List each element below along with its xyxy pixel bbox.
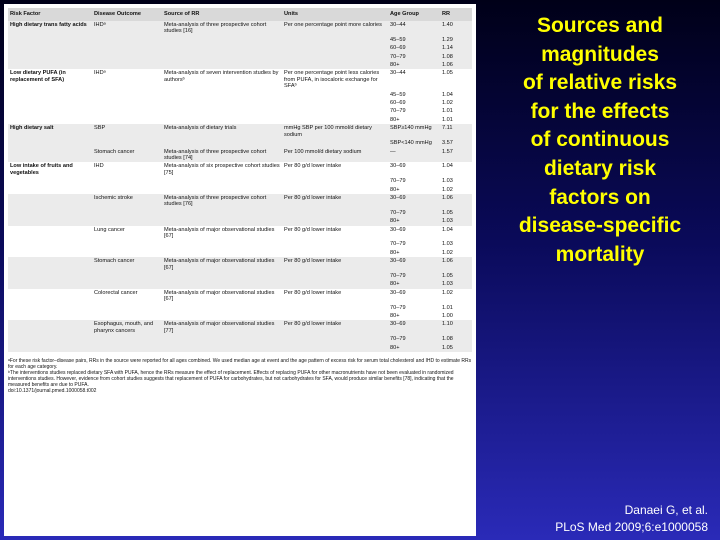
cell-disease-outcome: [92, 217, 162, 225]
cell-age-group: 70–79: [388, 304, 440, 312]
title-line: factors on: [549, 185, 651, 209]
cell-source: [162, 209, 282, 217]
cell-rr: 1.06: [440, 257, 472, 272]
cell-age-group: 70–79: [388, 335, 440, 343]
cell-units: [282, 335, 388, 343]
cell-disease-outcome: [92, 249, 162, 257]
table-row: [8, 107, 472, 115]
cell-disease-outcome: [92, 312, 162, 320]
table-row: [8, 280, 472, 288]
cell-rr: 7.11: [440, 124, 472, 139]
cell-source: Meta-analysis of three prospective cohort studies [16]: [162, 21, 282, 36]
cell-rr: 1.06: [440, 61, 472, 69]
cell-rr: 1.02: [440, 99, 472, 107]
table-row: [8, 21, 472, 36]
cell-source: Meta-analysis of seven intervention studies by authorsᵇ: [162, 69, 282, 90]
cell-units: [282, 186, 388, 194]
cell-rr: 1.01: [440, 116, 472, 124]
table-row: [8, 162, 472, 177]
table-row: [8, 240, 472, 248]
table-row: [8, 335, 472, 343]
title-line: disease-specific: [518, 214, 682, 238]
table-header-row: [8, 8, 472, 21]
cell-source: [162, 177, 282, 185]
cell-units: Per 80 g/d lower intake: [282, 226, 388, 241]
cell-rr: 1.02: [440, 249, 472, 257]
cell-age-group: 30–44: [388, 21, 440, 36]
header-rr: RR: [440, 8, 472, 21]
table-row: [8, 44, 472, 52]
table-row: [8, 344, 472, 352]
cell-disease-outcome: [92, 335, 162, 343]
cell-age-group: 30–69: [388, 162, 440, 177]
cell-age-group: SBP≥140 mmHg: [388, 124, 440, 139]
cell-risk-factor: [8, 116, 92, 124]
header-source-of-rr: Source of RR: [162, 8, 282, 21]
cell-disease-outcome: [92, 344, 162, 352]
cell-source: [162, 249, 282, 257]
cell-risk-factor: [8, 148, 92, 163]
cell-risk-factor: [8, 186, 92, 194]
cell-rr: 1.05: [440, 344, 472, 352]
cell-source: [162, 272, 282, 280]
cell-risk-factor: [8, 304, 92, 312]
cell-risk-factor: [8, 36, 92, 44]
cell-units: [282, 99, 388, 107]
cell-risk-factor: [8, 194, 92, 209]
table-row: [8, 194, 472, 209]
cell-source: Meta-analysis of major observational studies [67]: [162, 257, 282, 272]
cell-risk-factor: [8, 320, 92, 335]
cell-source: [162, 217, 282, 225]
cell-risk-factor: [8, 139, 92, 147]
cell-age-group: 30–69: [388, 194, 440, 209]
table-document: [4, 4, 476, 536]
cell-risk-factor: [8, 99, 92, 107]
cell-risk-factor: [8, 226, 92, 241]
table-row: [8, 272, 472, 280]
cell-age-group: 70–79: [388, 107, 440, 115]
table-row: [8, 36, 472, 44]
cell-disease-outcome: Ischemic stroke: [92, 194, 162, 209]
cell-source: [162, 36, 282, 44]
cell-disease-outcome: Colorectal cancer: [92, 289, 162, 304]
cell-rr: 1.57: [440, 148, 472, 163]
cell-source: Meta-analysis of three prospective cohort studies [76]: [162, 194, 282, 209]
cell-disease-outcome: [92, 139, 162, 147]
cell-age-group: 80+: [388, 116, 440, 124]
cell-source: Meta-analysis of major observational studies [67]: [162, 289, 282, 304]
title-line: for the effects: [530, 99, 670, 123]
cell-disease-outcome: Stomach cancer: [92, 257, 162, 272]
cell-disease-outcome: [92, 272, 162, 280]
table-row: [8, 53, 472, 61]
cell-age-group: 30–69: [388, 257, 440, 272]
cell-risk-factor: [8, 249, 92, 257]
cell-disease-outcome: [92, 99, 162, 107]
cell-rr: 1.03: [440, 240, 472, 248]
cell-units: [282, 280, 388, 288]
cell-units: [282, 304, 388, 312]
citation-authors: Danaei G, et al.: [624, 503, 708, 517]
cell-rr: 1.04: [440, 226, 472, 241]
cell-source: [162, 186, 282, 194]
cell-source: [162, 344, 282, 352]
doi-reference: doi:10.1371/journal.pmed.1000058.t002: [8, 388, 97, 395]
cell-units: Per 80 g/d lower intake: [282, 289, 388, 304]
cell-units: [282, 116, 388, 124]
title-line: of continuous: [530, 128, 670, 152]
cell-risk-factor: [8, 61, 92, 69]
cell-units: [282, 91, 388, 99]
cell-risk-factor: [8, 217, 92, 225]
cell-disease-outcome: [92, 240, 162, 248]
cell-rr: 1.08: [440, 335, 472, 343]
cell-disease-outcome: IHDᵃ: [92, 21, 162, 36]
cell-age-group: 45–59: [388, 36, 440, 44]
cell-risk-factor: [8, 107, 92, 115]
cell-rr: 1.08: [440, 53, 472, 61]
title-line: of relative risks: [522, 71, 678, 95]
cell-units: [282, 53, 388, 61]
cell-risk-factor: [8, 257, 92, 272]
cell-units: Per 80 g/d lower intake: [282, 320, 388, 335]
cell-age-group: 30–69: [388, 320, 440, 335]
cell-source: [162, 91, 282, 99]
cell-rr: 1.14: [440, 44, 472, 52]
cell-risk-factor: [8, 53, 92, 61]
cell-disease-outcome: [92, 186, 162, 194]
header-age-group: Age Group: [388, 8, 440, 21]
table-row: [8, 249, 472, 257]
cell-source: [162, 240, 282, 248]
cell-units: [282, 312, 388, 320]
header-risk-factor: Risk Factor: [8, 8, 92, 21]
cell-rr: 1.40: [440, 21, 472, 36]
table-row: [8, 69, 472, 90]
title-line: Sources and: [536, 14, 664, 37]
cell-source: [162, 107, 282, 115]
cell-source: Meta-analysis of three prospective cohort studies [74]: [162, 148, 282, 163]
cell-risk-factor: [8, 44, 92, 52]
cell-risk-factor: High dietary trans fatty acids: [8, 21, 92, 36]
cell-units: [282, 177, 388, 185]
cell-units: Per 80 g/d lower intake: [282, 162, 388, 177]
table-row: [8, 320, 472, 335]
title-line: magnitudes: [541, 42, 659, 66]
cell-rr: 1.00: [440, 312, 472, 320]
footnote-a: ᵃFor these risk factor–disease pairs, RRs in the source were reported for all ages combined. We used median age at event and the age pattern of excess risk for serum total cholesterol and IHD to estimate RRs for each age category.: [8, 358, 472, 371]
cell-units: Per 80 g/d lower intake: [282, 257, 388, 272]
cell-units: Per one percentage point less calories from PUFA, in isocaloric exchange for SFAᵇ: [282, 69, 388, 90]
cell-age-group: SBP<140 mmHg: [388, 139, 440, 147]
cell-disease-outcome: [92, 116, 162, 124]
relative-risk-table: [8, 8, 472, 352]
table-row: [8, 139, 472, 147]
cell-units: [282, 61, 388, 69]
cell-disease-outcome: [92, 177, 162, 185]
cell-risk-factor: High dietary salt: [8, 124, 92, 139]
cell-risk-factor: [8, 91, 92, 99]
cell-age-group: 70–79: [388, 240, 440, 248]
table-row: [8, 304, 472, 312]
cell-age-group: 80+: [388, 217, 440, 225]
cell-units: [282, 139, 388, 147]
cell-source: Meta-analysis of six prospective cohort studies [75]: [162, 162, 282, 177]
cell-rr: 1.01: [440, 107, 472, 115]
cell-disease-outcome: [92, 91, 162, 99]
cell-source: [162, 335, 282, 343]
cell-disease-outcome: IHD: [92, 162, 162, 177]
cell-age-group: 70–79: [388, 53, 440, 61]
cell-disease-outcome: Stomach cancer: [92, 148, 162, 163]
cell-rr: 1.03: [440, 217, 472, 225]
cell-rr: 1.01: [440, 304, 472, 312]
cell-risk-factor: [8, 209, 92, 217]
header-disease-outcome: Disease Outcome: [92, 8, 162, 21]
header-units: Units: [282, 8, 388, 21]
cell-risk-factor: Low intake of fruits and vegetables: [8, 162, 92, 177]
cell-age-group: 70–79: [388, 177, 440, 185]
cell-units: [282, 240, 388, 248]
cell-units: Per one percentage point more calories: [282, 21, 388, 36]
cell-age-group: 30–69: [388, 289, 440, 304]
cell-rr: 1.02: [440, 289, 472, 304]
cell-disease-outcome: [92, 107, 162, 115]
cell-age-group: 80+: [388, 186, 440, 194]
cell-source: Meta-analysis of major observational studies [67]: [162, 226, 282, 241]
cell-units: [282, 217, 388, 225]
cell-rr: 1.02: [440, 186, 472, 194]
cell-age-group: 30–44: [388, 69, 440, 90]
cell-units: [282, 344, 388, 352]
cell-units: [282, 272, 388, 280]
table-footnotes: [8, 358, 472, 394]
table-row: [8, 116, 472, 124]
table-row: [8, 289, 472, 304]
cell-units: [282, 107, 388, 115]
cell-units: [282, 209, 388, 217]
table-body: [8, 21, 472, 352]
cell-source: [162, 53, 282, 61]
cell-age-group: 80+: [388, 280, 440, 288]
cell-risk-factor: [8, 272, 92, 280]
table-row: [8, 61, 472, 69]
table-row: [8, 186, 472, 194]
cell-disease-outcome: [92, 53, 162, 61]
title-line: dietary risk: [543, 156, 657, 180]
cell-age-group: 70–79: [388, 272, 440, 280]
cell-risk-factor: Low dietary PUFA (in replacement of SFA): [8, 69, 92, 90]
cell-age-group: 70–79: [388, 209, 440, 217]
cell-risk-factor: [8, 335, 92, 343]
cell-disease-outcome: [92, 36, 162, 44]
cell-rr: 1.03: [440, 177, 472, 185]
slide-title: [484, 12, 716, 269]
cell-disease-outcome: [92, 61, 162, 69]
cell-source: [162, 44, 282, 52]
cell-disease-outcome: [92, 209, 162, 217]
cell-source: [162, 99, 282, 107]
cell-age-group: 30–69: [388, 226, 440, 241]
cell-units: [282, 36, 388, 44]
cell-rr: 1.04: [440, 91, 472, 99]
cell-source: [162, 139, 282, 147]
cell-source: [162, 312, 282, 320]
cell-disease-outcome: SBP: [92, 124, 162, 139]
cell-source: [162, 280, 282, 288]
table-row: [8, 257, 472, 272]
cell-rr: 1.03: [440, 280, 472, 288]
cell-rr: 3.57: [440, 139, 472, 147]
cell-age-group: —: [388, 148, 440, 163]
cell-age-group: 60–69: [388, 99, 440, 107]
citation-journal: PLoS Med 2009;6:e1000058: [555, 520, 708, 534]
cell-age-group: 60–69: [388, 44, 440, 52]
cell-risk-factor: [8, 289, 92, 304]
cell-units: [282, 249, 388, 257]
cell-units: Per 80 g/d lower intake: [282, 194, 388, 209]
footnote-b: ᵇThe interventions studies replaced dietary SFA with PUFA, hence the RRs measure the effect of replacement. Effects of replacing PUFA for other macronutrients have not been evaluated in randomized interventions studies. However, evidence from cohort studies suggests that replacement of PUFA for carbohydrates, but not carbohydrates for SFA, would produce similar benefits [78], indicating that the measured benefits are due to PUFA.: [8, 370, 454, 389]
cell-source: [162, 61, 282, 69]
cell-source: Meta-analysis of major observational studies [77]: [162, 320, 282, 335]
table-row: [8, 99, 472, 107]
cell-age-group: 80+: [388, 344, 440, 352]
cell-disease-outcome: [92, 280, 162, 288]
cell-risk-factor: [8, 344, 92, 352]
cell-units: [282, 44, 388, 52]
cell-age-group: 80+: [388, 249, 440, 257]
table-row: [8, 124, 472, 139]
table-row: [8, 91, 472, 99]
cell-rr: 1.29: [440, 36, 472, 44]
cell-disease-outcome: Lung cancer: [92, 226, 162, 241]
cell-age-group: 80+: [388, 61, 440, 69]
cell-risk-factor: [8, 240, 92, 248]
title-line: mortality: [555, 242, 645, 266]
cell-source: [162, 304, 282, 312]
cell-disease-outcome: IHDᵃ: [92, 69, 162, 90]
cell-rr: 1.05: [440, 272, 472, 280]
table-row: [8, 209, 472, 217]
cell-risk-factor: [8, 312, 92, 320]
cell-source: Meta-analysis of dietary trials: [162, 124, 282, 139]
cell-rr: 1.05: [440, 209, 472, 217]
table-row: [8, 312, 472, 320]
cell-disease-outcome: [92, 304, 162, 312]
cell-disease-outcome: [92, 44, 162, 52]
table-row: [8, 217, 472, 225]
table-row: [8, 226, 472, 241]
cell-source: [162, 116, 282, 124]
cell-risk-factor: [8, 177, 92, 185]
cell-age-group: 80+: [388, 312, 440, 320]
cell-disease-outcome: Esophagus, mouth, and pharynx cancers: [92, 320, 162, 335]
citation: [555, 502, 708, 536]
table-row: [8, 148, 472, 163]
cell-rr: 1.05: [440, 69, 472, 90]
cell-rr: 1.04: [440, 162, 472, 177]
cell-age-group: 45–59: [388, 91, 440, 99]
table-row: [8, 177, 472, 185]
cell-units: Per 100 mmol/d dietary sodium: [282, 148, 388, 163]
cell-risk-factor: [8, 280, 92, 288]
cell-rr: 1.10: [440, 320, 472, 335]
cell-rr: 1.06: [440, 194, 472, 209]
cell-units: mmHg SBP per 100 mmol/d dietary sodium: [282, 124, 388, 139]
